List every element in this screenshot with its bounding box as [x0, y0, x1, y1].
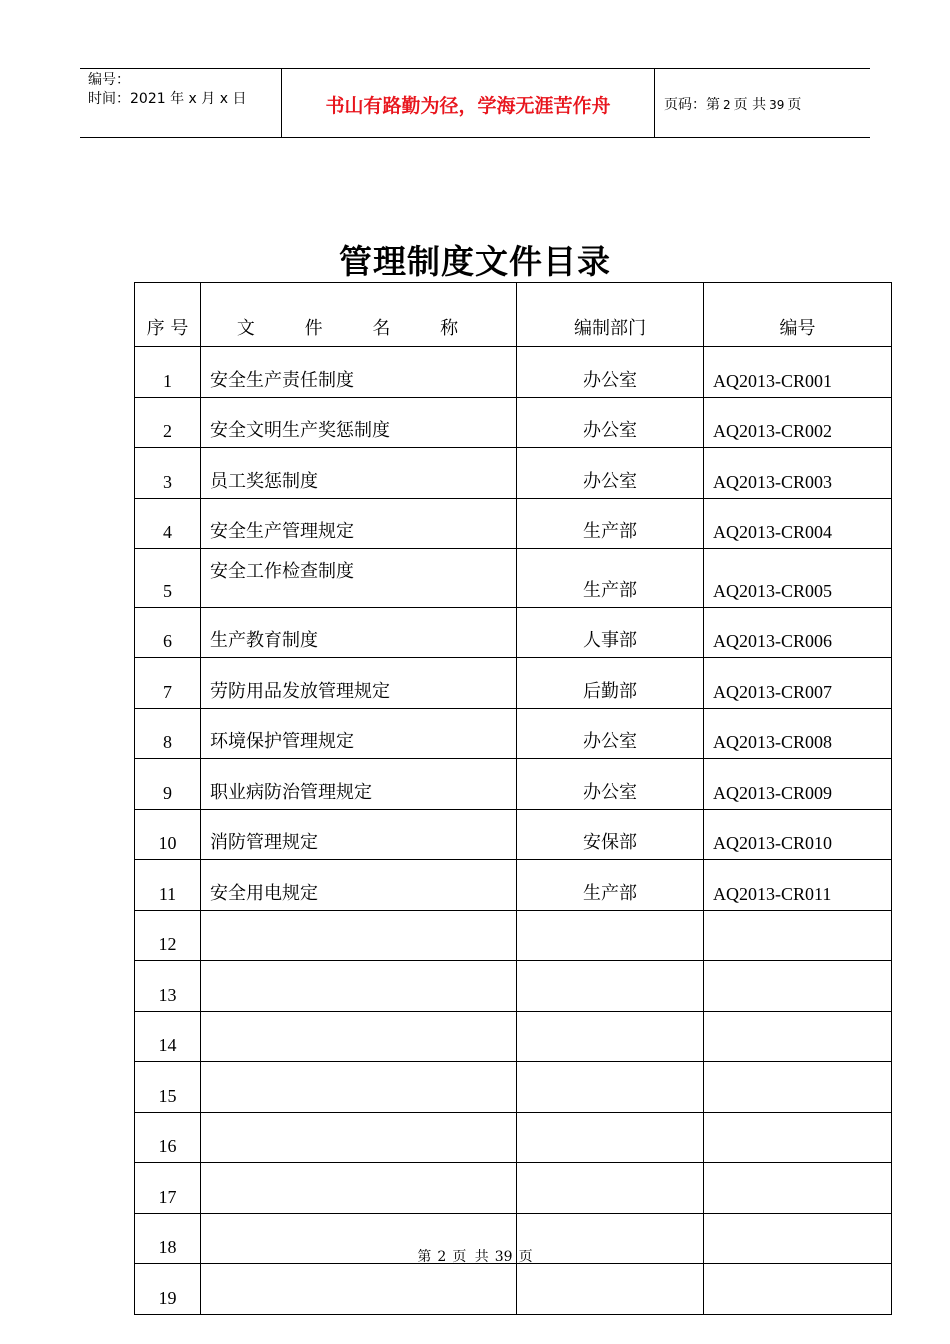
row-document-name — [201, 961, 517, 1012]
row-department: 办公室 — [517, 759, 704, 810]
row-department: 生产部 — [517, 860, 704, 911]
row-department — [517, 1062, 704, 1113]
row-number: 11 — [135, 860, 201, 911]
table-row — [135, 1264, 892, 1315]
row-document-name — [201, 910, 517, 961]
page-current: 2 — [723, 98, 731, 112]
row-number: 12 — [135, 910, 201, 961]
row-document-name: 环境保护管理规定 — [201, 708, 517, 759]
table-row — [135, 860, 892, 911]
row-number: 3 — [135, 448, 201, 499]
row-code: AQ2013-CR006 — [704, 607, 892, 658]
row-department — [517, 1112, 704, 1163]
row-department: 生产部 — [517, 498, 704, 549]
row-department: 办公室 — [517, 448, 704, 499]
row-department: 办公室 — [517, 347, 704, 398]
page-mid: 页 共 — [733, 97, 767, 113]
table-row — [135, 658, 892, 709]
row-number: 7 — [135, 658, 201, 709]
table-row — [135, 397, 892, 448]
row-document-name: 安全生产责任制度 — [201, 347, 517, 398]
footer-mid: 页 共 — [452, 1249, 489, 1265]
row-code: AQ2013-CR005 — [704, 549, 892, 608]
row-code — [704, 961, 892, 1012]
table-row — [135, 347, 892, 398]
row-number: 15 — [135, 1062, 201, 1113]
page-footer — [0, 1246, 950, 1266]
row-department — [517, 1264, 704, 1315]
row-department — [517, 910, 704, 961]
footer-suffix: 页 — [518, 1249, 533, 1265]
number-label: 编号： — [88, 72, 130, 88]
table-row — [135, 961, 892, 1012]
row-number: 4 — [135, 498, 201, 549]
row-number: 16 — [135, 1112, 201, 1163]
row-document-name: 安全工作检查制度 — [201, 549, 517, 608]
page-title: 管理制度文件目录 — [339, 242, 611, 281]
row-code: AQ2013-CR002 — [704, 397, 892, 448]
row-number: 5 — [135, 549, 201, 608]
footer-current: 2 — [437, 1249, 447, 1265]
table-row — [135, 759, 892, 810]
row-department: 办公室 — [517, 397, 704, 448]
page-total: 39 — [769, 98, 785, 112]
footer-total: 39 — [494, 1249, 513, 1265]
page-prefix: 页码：第 — [664, 97, 720, 113]
row-code: AQ2013-CR010 — [704, 809, 892, 860]
table-row — [135, 809, 892, 860]
header-meta — [88, 71, 278, 109]
table-row — [135, 607, 892, 658]
row-number: 14 — [135, 1011, 201, 1062]
regulation-table — [134, 282, 892, 1315]
row-code: AQ2013-CR003 — [704, 448, 892, 499]
date-label: 时间：2021 年 x 月 x 日 — [88, 91, 247, 107]
row-code: AQ2013-CR008 — [704, 708, 892, 759]
row-document-name — [201, 1011, 517, 1062]
table-row — [135, 549, 892, 608]
row-document-name: 生产教育制度 — [201, 607, 517, 658]
row-code — [704, 1163, 892, 1214]
table-row — [135, 1062, 892, 1113]
table-row — [135, 708, 892, 759]
row-department — [517, 961, 704, 1012]
row-document-name: 职业病防治管理规定 — [201, 759, 517, 810]
row-department: 安保部 — [517, 809, 704, 860]
row-document-name: 消防管理规定 — [201, 809, 517, 860]
row-document-name — [201, 1062, 517, 1113]
row-number: 2 — [135, 397, 201, 448]
table-row — [135, 448, 892, 499]
column-header-name: 文 件 名 称 — [201, 283, 517, 347]
row-department: 后勤部 — [517, 658, 704, 709]
column-header-code: 编号 — [704, 283, 892, 347]
header-divider — [654, 69, 655, 137]
column-header-dept: 编制部门 — [517, 283, 704, 347]
row-number: 6 — [135, 607, 201, 658]
row-code: AQ2013-CR009 — [704, 759, 892, 810]
row-code — [704, 1112, 892, 1163]
row-code — [704, 1264, 892, 1315]
table-row — [135, 1112, 892, 1163]
row-code: AQ2013-CR007 — [704, 658, 892, 709]
row-department: 办公室 — [517, 708, 704, 759]
row-number: 17 — [135, 1163, 201, 1214]
table-row — [135, 498, 892, 549]
page-suffix: 页 — [787, 97, 802, 113]
row-document-name: 安全文明生产奖惩制度 — [201, 397, 517, 448]
row-document-name: 员工奖惩制度 — [201, 448, 517, 499]
row-code: AQ2013-CR011 — [704, 860, 892, 911]
row-code: AQ2013-CR004 — [704, 498, 892, 549]
row-document-name — [201, 1112, 517, 1163]
row-number: 13 — [135, 961, 201, 1012]
column-header-no: 序 号 — [135, 283, 201, 347]
row-code: AQ2013-CR001 — [704, 347, 892, 398]
row-code — [704, 910, 892, 961]
row-document-name — [201, 1163, 517, 1214]
row-number: 10 — [135, 809, 201, 860]
row-number: 1 — [135, 347, 201, 398]
document-header — [80, 68, 870, 138]
row-document-name: 劳防用品发放管理规定 — [201, 658, 517, 709]
row-code — [704, 1062, 892, 1113]
row-department: 生产部 — [517, 549, 704, 608]
table-row — [135, 910, 892, 961]
row-number: 9 — [135, 759, 201, 810]
table-row — [135, 1011, 892, 1062]
row-department — [517, 1011, 704, 1062]
row-document-name — [201, 1264, 517, 1315]
header-page-info — [664, 94, 801, 114]
header-motto: 书山有路勤为径，学海无涯苦作舟 — [325, 95, 611, 117]
row-document-name: 安全用电规定 — [201, 860, 517, 911]
table-header-row — [135, 283, 892, 347]
row-code — [704, 1011, 892, 1062]
footer-prefix: 第 — [417, 1249, 432, 1265]
row-department: 人事部 — [517, 607, 704, 658]
row-document-name: 安全生产管理规定 — [201, 498, 517, 549]
row-department — [517, 1163, 704, 1214]
row-number: 19 — [135, 1264, 201, 1315]
row-number: 18 — [135, 1213, 201, 1264]
row-number: 8 — [135, 708, 201, 759]
table-row — [135, 1163, 892, 1214]
